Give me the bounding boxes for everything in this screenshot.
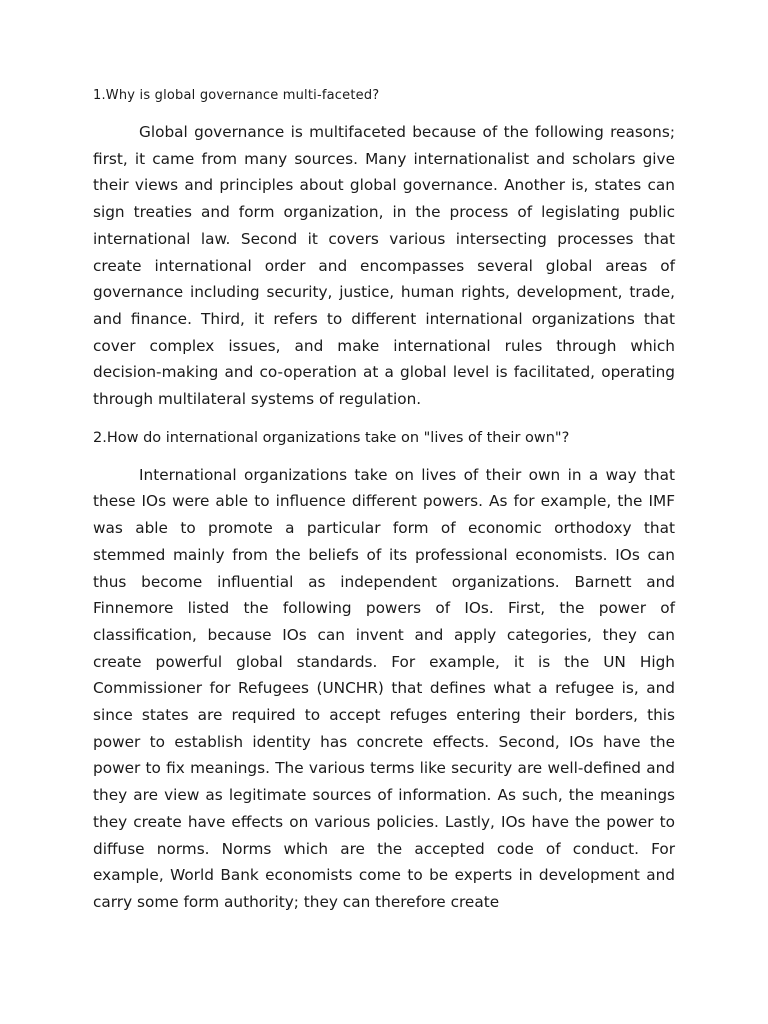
answer-2-paragraph: International organizations take on lives of their own in a way that these IOs were able to influence different powers. As for example, the IMF was able to promote a particular form of economic orthodoxy that stemmed mainly from the beliefs of its professional economists. IOs can thus become influential as independent organizations. Barnett and Finnemore listed the following powers of IOs. First, the power of classification, because IOs can invent and apply categories, they can create powerful global standards. For example, it is the UN High Commissioner for Refugees (UNCHR) that defines what a refugee is, and since states are required to accept refuges entering their borders, this power to establish identity has concrete effects. Second, IOs have the power to fix meanings. The various terms like security are well-defined and they are view as legitimate sources of information. As such, the meanings they create have effects on various policies. Lastly, IOs have the power to diffuse norms. Norms which are the accepted code of conduct. For example, World Bank economists come to be experts in development and carry some form authority; they can therefore create	[93, 465, 675, 911]
answer-1-paragraph: Global governance is multifaceted because of the following reasons; first, it came from many sources. Many internationalist and scholars give their views and principles about global governance. Another is, states can sign treaties and form organization, in the process of legislating public international law. Second it covers various intersecting processes that create international order and encompasses several global areas of governance including security, justice, human rights, development, trade, and finance. Third, it refers to different international organizations that cover complex issues, and make international rules through which decision-making and co-operation at a global level is facilitated, operating through multilateral systems of regulation.	[93, 123, 675, 409]
document-body	[93, 86, 675, 916]
question-2-heading: 2.How do international organizations take on "lives of their own"?	[93, 429, 570, 446]
question-1-heading: 1.Why is global governance multi-faceted?	[93, 88, 380, 103]
